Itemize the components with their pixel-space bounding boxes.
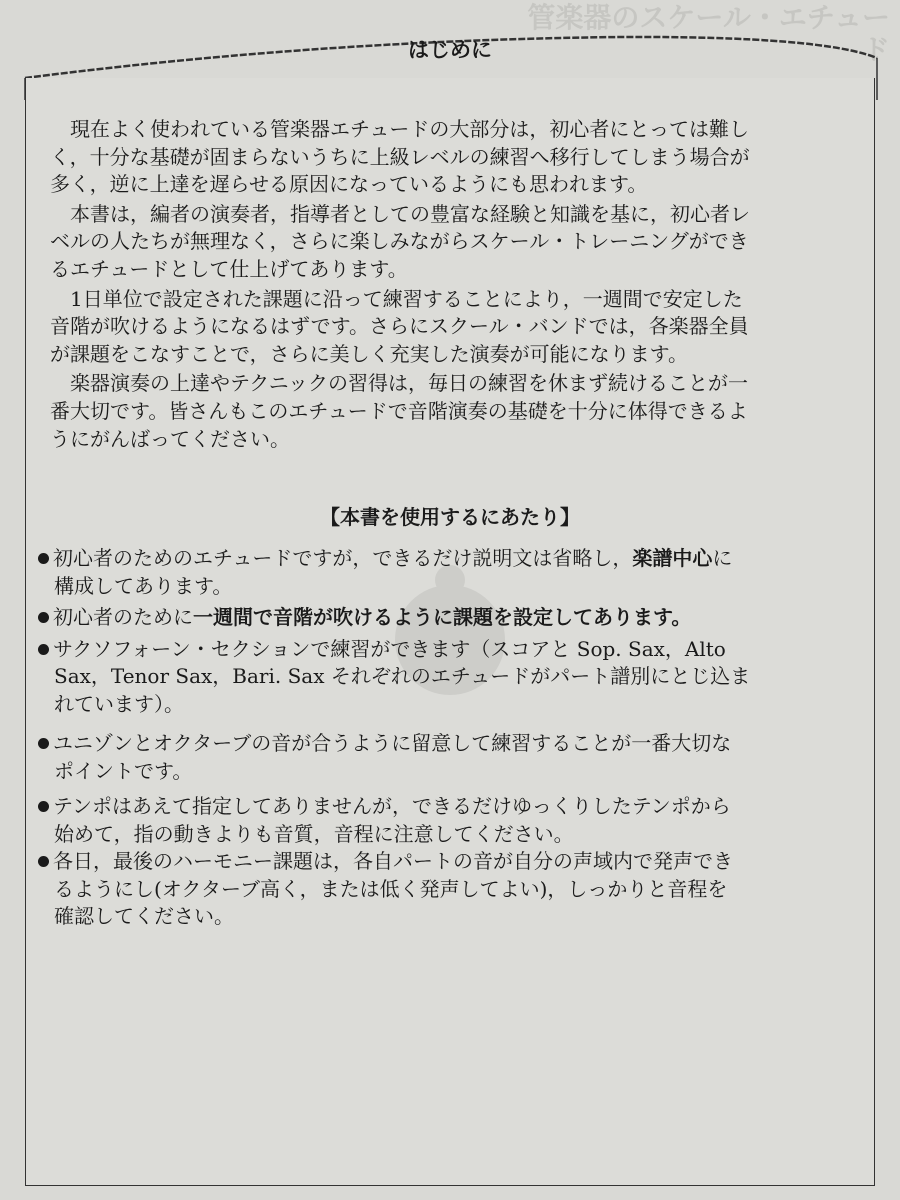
- intro-line: うにがんばってください。: [50, 426, 290, 451]
- bullet-text: Sax，Tenor Sax，Bari. Sax それぞれのエチュードがパート譜別にとじ込ま: [54, 664, 751, 689]
- intro-line: 現在よく使われている管楽器エチュードの大部分は，初心者にとっては難し: [70, 117, 749, 141]
- intro-line: 多く，逆に上達を遅らせる原因になっているようにも思われます。: [50, 172, 648, 197]
- bullet-bold-text: 楽譜中心: [632, 546, 713, 571]
- bullet-text: に: [712, 546, 733, 571]
- bullet-icon: [38, 644, 49, 655]
- bullet-text: テンポはあえて指定してありませんが，できるだけゆっくりしたテンポから: [53, 794, 731, 819]
- intro-line: るエチュードとして仕上げてあります。: [50, 256, 408, 281]
- bullet-item: [38, 730, 863, 785]
- bullet-text: ポイントです。: [54, 758, 193, 783]
- bullet-item: [38, 793, 863, 848]
- bullet-text: 構成してあります。: [54, 573, 233, 598]
- bullet-text: サクソフォーン・セクションで練習ができます（スコアと Sop. Sax，Alto: [53, 636, 726, 661]
- bullet-item: [38, 545, 863, 600]
- intro-line: 番大切です。皆さんもこのエチュードで音階演奏の基礎を十分に体得できるよ: [50, 398, 748, 423]
- intro-text: [50, 116, 855, 453]
- usage-bullet-list: [38, 545, 863, 931]
- intro-line: ベルの人たちが無理なく，さらに楽しみながらスケール・トレーニングができ: [50, 229, 749, 254]
- bullet-bold-text: 一週間で音階が吹けるように課題を設定してあります。: [193, 605, 692, 630]
- bullet-text: 始めて，指の動きよりも音質，音程に注意してください。: [54, 821, 574, 846]
- bullet-icon: [38, 553, 49, 564]
- bullet-text: 初心者のためのエチュードですが，できるだけ説明文は省略し，: [53, 546, 633, 571]
- bullet-item: [38, 604, 863, 632]
- page-title: はじめに: [408, 38, 492, 62]
- bullet-item: [38, 636, 863, 719]
- intro-line: 本書は，編者の演奏者，指導者としての豊富な経験と知識を基に，初心者レ: [70, 201, 750, 226]
- bullet-text: 確認してください。: [54, 904, 234, 929]
- intro-line: 楽器演奏の上達やテクニックの習得は，毎日の練習を休まず続けることが一: [70, 371, 748, 396]
- intro-line: く，十分な基礎が固まらないうちに上級レベルの練習へ移行してしまう場合が: [50, 144, 750, 169]
- bullet-text: 各日，最後のハーモニー課題は，各自パートの音が自分の声域内で発声でき: [53, 849, 733, 874]
- bullet-icon: [38, 856, 49, 867]
- bullet-icon: [38, 612, 49, 623]
- bullet-text: れています）。: [54, 691, 184, 716]
- intro-line: が課題をこなすことで，さらに美しく充実した演奏が可能になります。: [50, 341, 688, 366]
- bullet-item: [38, 848, 863, 931]
- intro-line: 音階が吹けるようになるはずです。さらにスクール・バンドでは，各楽器全員: [50, 314, 749, 339]
- background-show-through-heading: 管楽器のスケール・エチュード: [527, 1, 890, 66]
- intro-line: 1日単位で設定された課題に沿って練習することにより，一週間で安定した: [70, 286, 743, 311]
- bullet-icon: [38, 801, 49, 812]
- section-heading: 【本書を使用するにあたり】: [320, 505, 580, 530]
- bullet-icon: [38, 738, 49, 749]
- bullet-text: 初心者のために: [53, 605, 193, 630]
- bullet-text: ユニゾンとオクターブの音が合うように留意して練習することが一番大切な: [53, 731, 732, 756]
- bullet-text: るようにし(オクターブ高く，または低く発声してよい)，しっかりと音程を: [54, 876, 728, 901]
